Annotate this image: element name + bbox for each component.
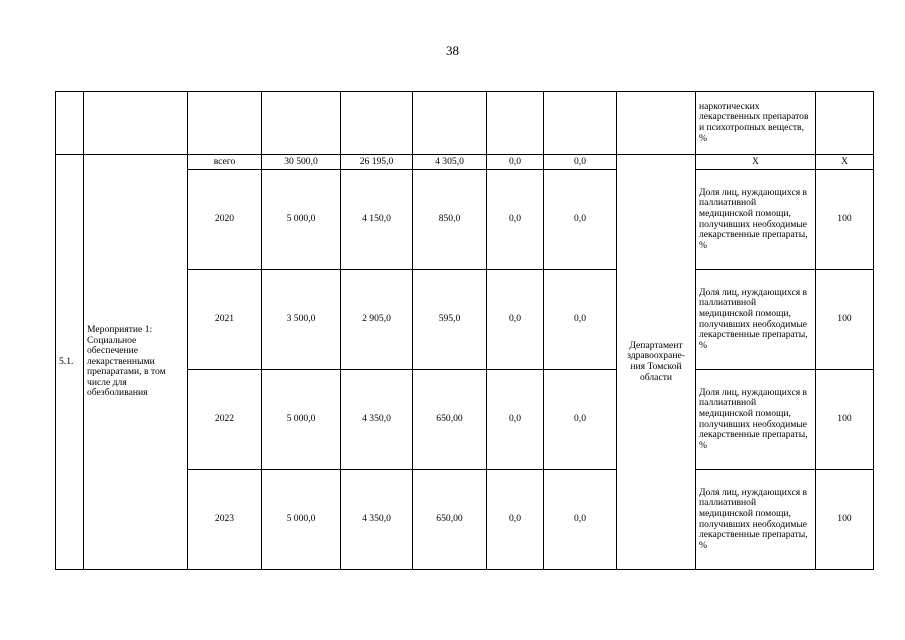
table-cell xyxy=(84,92,188,155)
indicator-cell: Доля лиц, нуждающихся в паллиативной медицинской помощи, получивших необходимые лекарственные препараты, % xyxy=(696,370,816,470)
regional-cell: 850,0 xyxy=(413,170,487,270)
executor-cell: Департамент здравоохране-ния Томской области xyxy=(617,155,696,570)
page-number: 38 xyxy=(446,43,459,58)
table-cell xyxy=(544,92,617,155)
value-cell: 100 xyxy=(816,270,874,370)
table-cell xyxy=(341,92,413,155)
total-cell: 5 000,0 xyxy=(262,170,341,270)
extra-cell: 0,0 xyxy=(544,370,617,470)
table-cell xyxy=(413,92,487,155)
value-cell: 100 xyxy=(816,470,874,570)
regional-cell: 650,00 xyxy=(413,370,487,470)
federal-cell: 4 150,0 xyxy=(341,170,413,270)
local-cell: 0,0 xyxy=(487,270,544,370)
table-cell xyxy=(262,92,341,155)
measure-code: 5.1. xyxy=(56,155,84,570)
federal-cell: 26 195,0 xyxy=(341,155,413,170)
total-cell: 5 000,0 xyxy=(262,470,341,570)
total-cell: 3 500,0 xyxy=(262,270,341,370)
table-row-total xyxy=(56,155,874,170)
continuation-row xyxy=(56,92,874,155)
indicator-cell: Доля лиц, нуждающихся в паллиативной медицинской помощи, получивших необходимые лекарственные препараты, % xyxy=(696,270,816,370)
federal-cell: 2 905,0 xyxy=(341,270,413,370)
year-cell: 2023 xyxy=(188,470,262,570)
extra-cell: 0,0 xyxy=(544,470,617,570)
indicator-cell: Доля лиц, нуждающихся в паллиативной медицинской помощи, получивших необходимые лекарственные препараты, % xyxy=(696,170,816,270)
value-cell: Х xyxy=(816,155,874,170)
extra-cell: 0,0 xyxy=(544,155,617,170)
extra-cell: 0,0 xyxy=(544,170,617,270)
year-cell: 2020 xyxy=(188,170,262,270)
value-cell: 100 xyxy=(816,170,874,270)
local-cell: 0,0 xyxy=(487,370,544,470)
indicator-cell: Х xyxy=(696,155,816,170)
table-cell xyxy=(816,92,874,155)
regional-cell: 650,00 xyxy=(413,470,487,570)
local-cell: 0,0 xyxy=(487,155,544,170)
table-cell xyxy=(188,92,262,155)
local-cell: 0,0 xyxy=(487,470,544,570)
regional-cell: 4 305,0 xyxy=(413,155,487,170)
extra-cell: 0,0 xyxy=(544,270,617,370)
local-cell: 0,0 xyxy=(487,170,544,270)
total-cell: 30 500,0 xyxy=(262,155,341,170)
federal-cell: 4 350,0 xyxy=(341,370,413,470)
year-cell: 2021 xyxy=(188,270,262,370)
regional-cell: 595,0 xyxy=(413,270,487,370)
value-cell: 100 xyxy=(816,370,874,470)
table-cell xyxy=(617,92,696,155)
period-cell: всего xyxy=(188,155,262,170)
table-cell xyxy=(56,92,84,155)
total-cell: 5 000,0 xyxy=(262,370,341,470)
indicator-cell: наркотических лекарственных препаратов и психотропных веществ, % xyxy=(696,92,816,155)
measure-name: Мероприятие 1: Социальное обеспечение лекарственными препаратами, в том числе для обезболивания xyxy=(84,155,188,570)
table-cell xyxy=(487,92,544,155)
federal-cell: 4 350,0 xyxy=(341,470,413,570)
indicator-cell: Доля лиц, нуждающихся в паллиативной медицинской помощи, получивших необходимые лекарственные препараты, % xyxy=(696,470,816,570)
year-cell: 2022 xyxy=(188,370,262,470)
program-table xyxy=(55,91,874,570)
